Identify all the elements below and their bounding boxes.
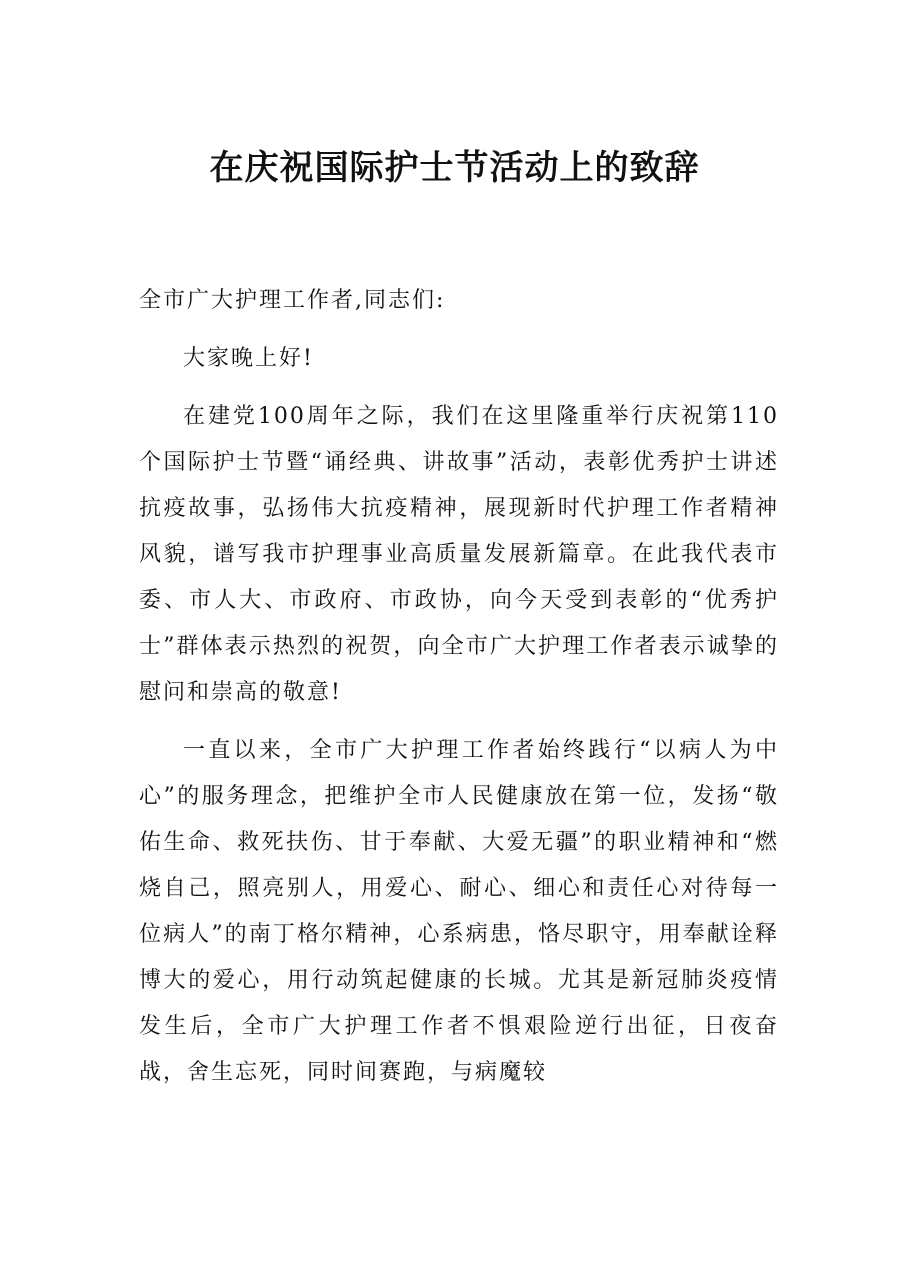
salutation: 全市广大护理工作者,同志们: [139,288,446,313]
paragraph-praise: 一直以来，全市广大护理工作者始终践行“以病人为中心”的服务理念，把维护全市人民健康放在第一位，发扬“敬佑生命、救死扶伤、甘于奉献、大爱无疆”的职业精神和“燃烧自己，照亮别人，用爱心、耐心、细心和责任心对待每一位病人”的南丁格尔精神，心系病患，恪尽职守，用奉献诠释博大的爱心，用行动筑起健康的长城。尤其是新冠肺炎疫情发生后，全市广大护理工作者不惧艰险逆行出征，日夜奋战，舍生忘死，同时间赛跑，与病魔较 [139,738,779,1085]
paragraph-greeting: 大家晚上好! [183,346,314,371]
document-body [139,278,779,1108]
paragraph-intro: 在建党100周年之际，我们在这里隆重举行庆祝第110个国际护士节暨“诵经典、讲故事”活动，表彰优秀护士讲述抗疫故事，弘扬伟大抗疫精神，展现新时代护理工作者精神风貌，谱写我市护理事业高质量发展新篇章。在此我代表市委、市人大、市政府、市政协，向今天受到表彰的“优秀护士”群体表示热烈的祝贺，向全市广大护理工作者表示诚挚的慰问和崇高的敬意! [139,404,779,705]
document-title: 在庆祝国际护士节活动上的致辞 [209,148,700,188]
